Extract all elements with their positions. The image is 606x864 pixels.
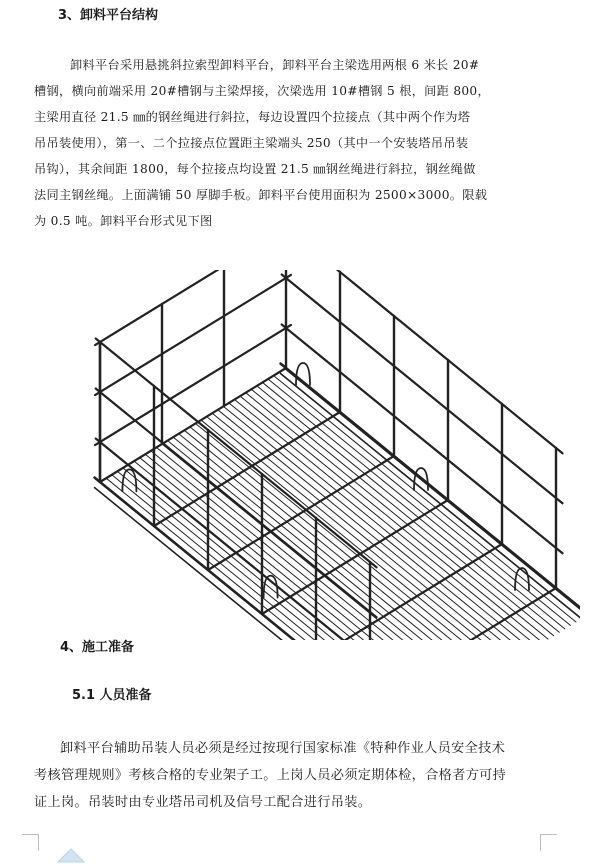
paragraph-line: 法同主钢丝绳。上面满铺 50 厚脚手板。卸料平台使用面积为 2500×3000。限载 [34, 188, 488, 202]
paragraph-line: 证上岗。吊装时由专业塔吊司机及信号工配合进行吊装。 [34, 795, 372, 810]
guard-rail [95, 275, 291, 395]
lifting-hook [264, 576, 278, 598]
paragraph-line: 为 0.5 吨。卸料平台形式见下图 [34, 214, 213, 228]
paragraph-line: 主梁用直径 21.5 ㎜的钢丝绳进行斜拉，每边设置四个拉接点（其中两个作为塔 [34, 110, 471, 124]
deck-board [179, 434, 481, 640]
section-5-1-heading: 5.1 人员准备 [72, 688, 152, 703]
guard-rail [96, 388, 377, 617]
section-4-heading: 4、施工准备 [60, 640, 135, 655]
deck-board [274, 376, 576, 622]
platform-structure-drawing [60, 270, 580, 640]
guard-rail [96, 338, 377, 567]
paragraph-line: 吊吊装使用），第一、二个拉接点位置距主梁端头 250（其中一个安装塔吊吊装 [34, 136, 469, 150]
girder-flange [95, 488, 457, 640]
deck-board [257, 386, 559, 632]
paragraph-line: 卸料平台采用悬挑斜拉索型卸料平台，卸料平台主梁选用两根 6 米长 20# [70, 58, 480, 72]
watermark-icon [56, 846, 86, 864]
section-5-1-paragraph [34, 735, 564, 816]
deck-board [240, 396, 542, 640]
guard-rail [95, 325, 291, 445]
deck-board [251, 389, 553, 635]
guard-rail [96, 438, 377, 640]
deck-board [268, 379, 570, 625]
guard-rail [282, 324, 563, 553]
paragraph-line: 吊钩），其余间距 1800，每个拉接点均设置 21.5 ㎜钢丝绳进行斜拉，钢丝绳做 [34, 162, 476, 176]
crop-mark-bottom-left [22, 834, 39, 851]
paragraph-line: 考核管理规则》考核合格的专业架子工。上岗人员必须定期体检，合格者方可持 [34, 768, 507, 783]
section-3-heading: 3、卸料平台结构 [58, 8, 159, 23]
paragraph-line: 卸料平台辅助吊装人员必须是经过按现行国家标准《特种作业人员安全技术 [60, 741, 506, 756]
crop-mark-bottom-right [540, 834, 557, 851]
section-3-paragraph [34, 52, 554, 234]
guard-rail [282, 270, 563, 453]
paragraph-line: 槽钢，横向前端采用 20#槽钢与主梁焊接，次梁选用 10#槽钢 5 根，间距 800， [34, 84, 490, 98]
